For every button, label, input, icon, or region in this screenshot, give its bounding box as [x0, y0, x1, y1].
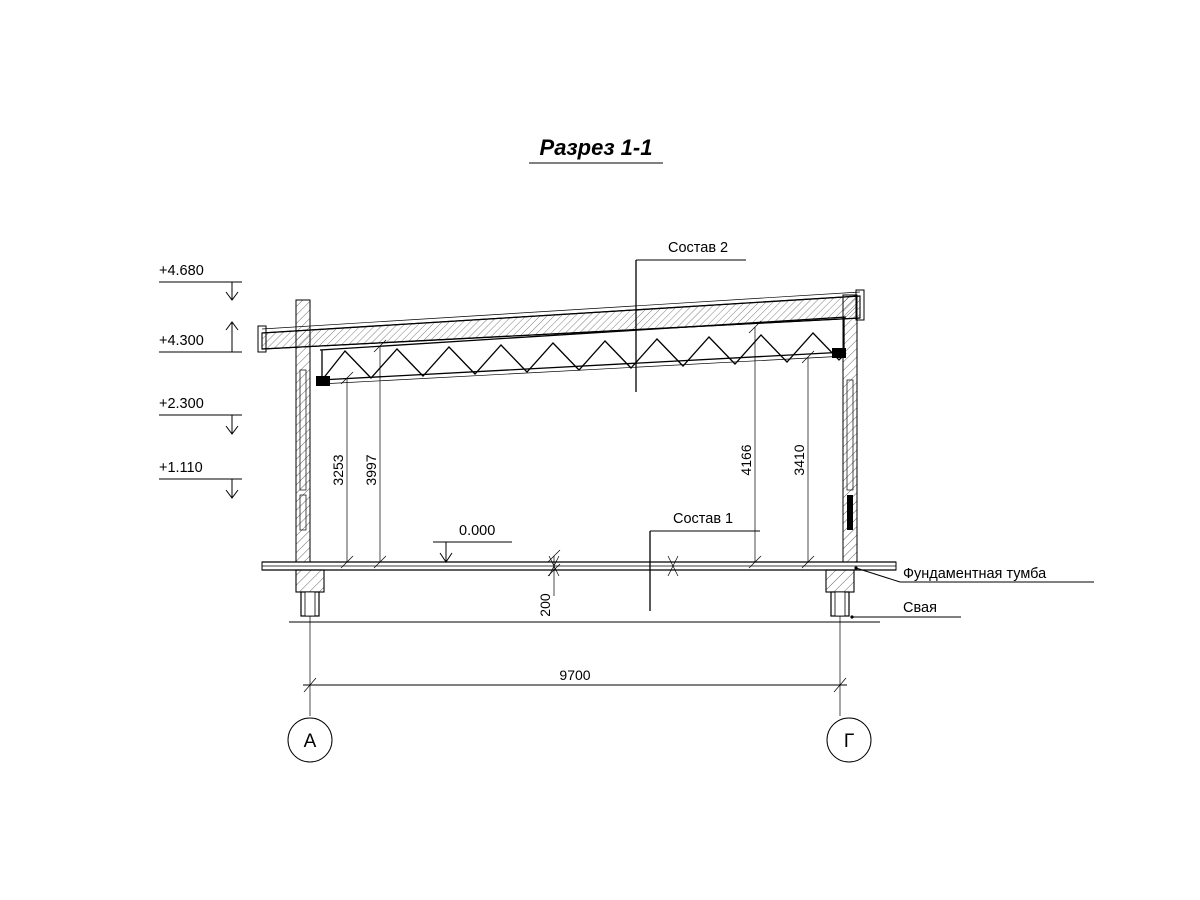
level-mark-1110	[159, 460, 242, 498]
level-mark-4300	[159, 322, 242, 352]
level-mark-4680	[159, 263, 242, 300]
axis-label-g: Г	[843, 731, 855, 752]
axis-bubble-a	[288, 700, 332, 762]
level-value-0000: 0.000	[459, 523, 496, 539]
truss-right-bearing	[832, 348, 846, 358]
dimension-4166-value: 4166	[738, 444, 754, 476]
vertical-dimensions	[330, 321, 814, 617]
axis-label-a: А	[303, 731, 317, 752]
foundation-block-right	[826, 570, 854, 592]
callout-foundation-block-label: Фундаментная тумба	[903, 566, 1047, 582]
level-marks	[159, 263, 512, 562]
callout-pile	[850, 600, 961, 619]
callout-sostav2-label: Состав 2	[668, 240, 729, 256]
dimension-200	[537, 550, 560, 617]
level-value-4300: +4.300	[159, 333, 204, 349]
level-mark-2300	[159, 396, 242, 434]
level-value-1110: +1.110	[159, 460, 203, 476]
dimension-3253-value: 3253	[330, 454, 346, 486]
axis-bubbles	[288, 700, 871, 762]
dimension-3253	[330, 372, 353, 568]
pile-right-core	[835, 592, 845, 616]
level-value-2300: +2.300	[159, 396, 204, 412]
building-section	[258, 290, 896, 665]
callout-sostav1-label: Состав 1	[673, 511, 734, 527]
dimension-9700	[303, 665, 847, 700]
level-value-4680: +4.680	[159, 263, 204, 279]
drawing-title-group	[529, 135, 663, 163]
callout-sostav1	[650, 511, 760, 611]
callout-pile-label: Свая	[903, 600, 937, 616]
dimension-3410-value: 3410	[791, 444, 807, 476]
dimension-3997-value: 3997	[363, 454, 379, 486]
dimension-200-value: 200	[537, 593, 553, 617]
dimension-3410	[791, 351, 814, 568]
right-wall-insert	[847, 495, 853, 530]
truss-lower-chord-2	[320, 356, 846, 384]
level-mark-0000	[433, 523, 512, 562]
drawing-title: Разрез 1-1	[539, 135, 653, 160]
truss-left-bearing	[316, 376, 330, 386]
pile-left-core	[305, 592, 315, 616]
axis-bubble-g	[827, 700, 871, 762]
dimension-9700-value: 9700	[559, 667, 591, 683]
foundation-block-left	[296, 570, 324, 592]
